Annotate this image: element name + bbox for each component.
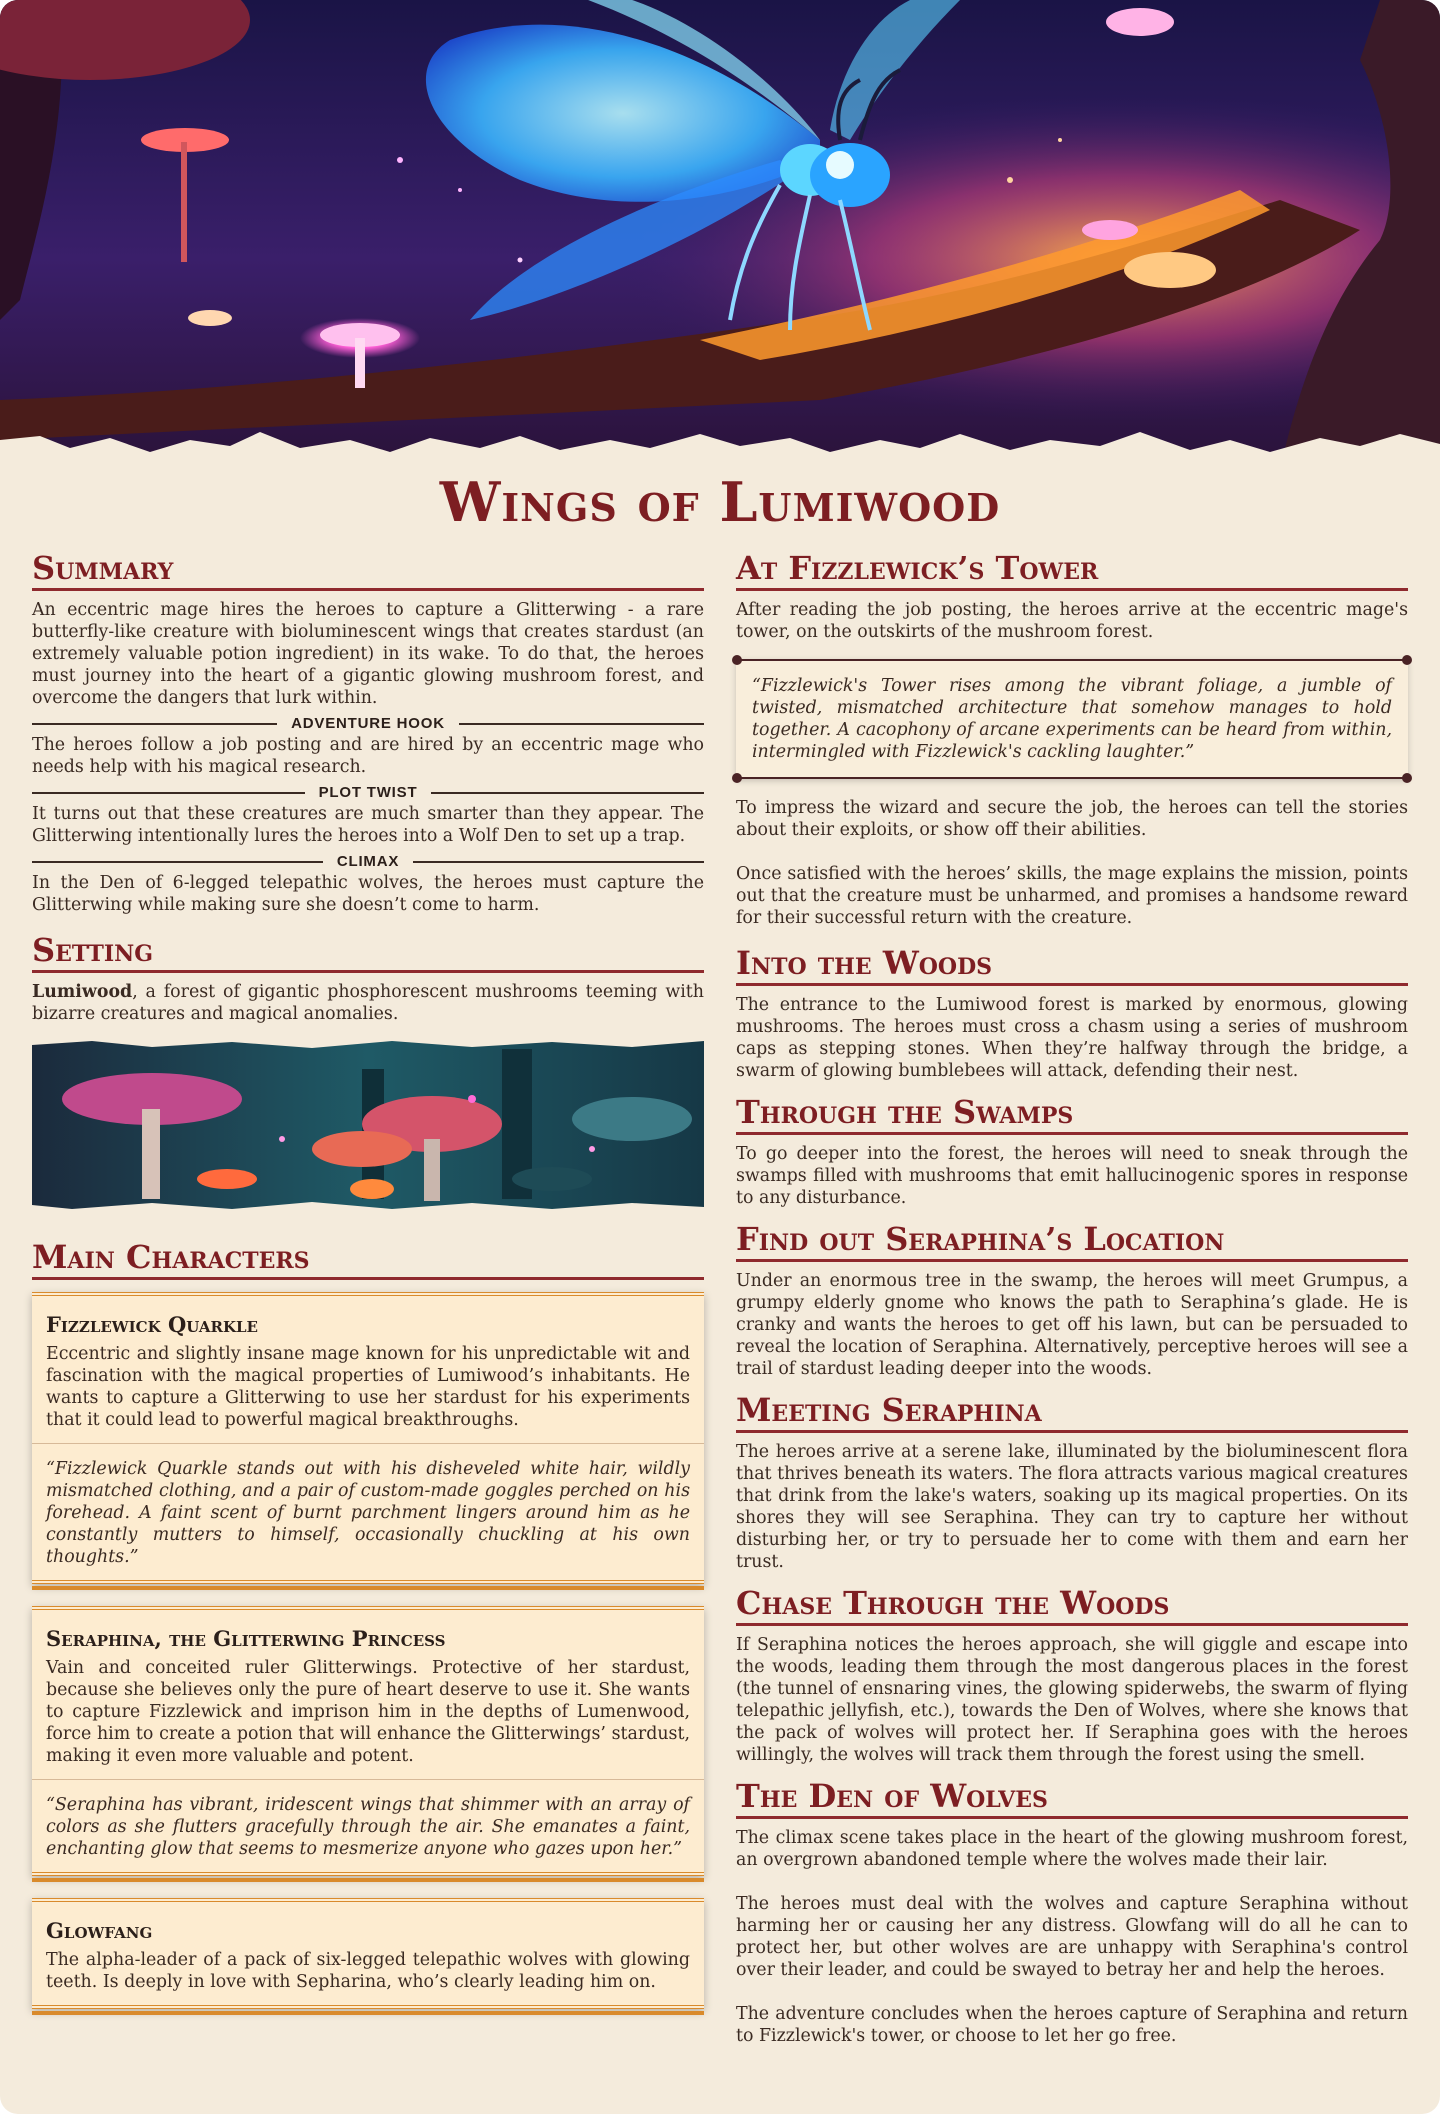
tower-paragraph: Once satisfied with the heroes’ skills, the mage explains the mission, points out that the creature must be unharmed, and promises a handsome reward for their successful return with the creature. <box>736 864 1408 928</box>
hero-illustration <box>0 0 1440 470</box>
location-text: Under an enormous tree in the swamp, the heroes will meet Grumpus, a grumpy elderly gnome who knows the path to Seraphina’s glade. He is cranky and wants the heroes to get off his lawn, but can be persuaded to reveal the location of Seraphina. Alternatively, perceptive heroes will see a trail of stardust leading deeper into the woods. <box>736 1271 1408 1379</box>
character-quote: “Seraphina has vibrant, iridescent wings that shimmer with an array of colors as she flutters gracefully through the air. She emanates a faint, enchanting glow that seems to mesmerize anyone who gazes upon her.” <box>46 1795 690 1859</box>
swamps-heading: Through the Swamps <box>736 1092 1408 1135</box>
corner-dot <box>1402 773 1412 783</box>
corner-dot <box>1402 655 1412 665</box>
summary-text: An eccentric mage hires the heroes to capture a Glitterwing - a rare butterfly-like creature with bioluminescent wings that creates stardust (an extremely valuable potion ingredient) in its wake. To do that, the heroes must journey into the heart of a gigantic glowing mushroom forest, and overcome the dangers that lurk within. <box>32 600 704 708</box>
setting-description: , a forest of gigantic phosphorescent mushrooms teeming with bizarre creatures and magical anomalies. <box>32 982 704 1024</box>
setting-name: Lumiwood <box>32 982 133 1002</box>
tower-read-aloud-box <box>736 659 1408 779</box>
plot-twist-label: PLOT TWIST <box>318 784 418 801</box>
setting-text <box>32 981 704 1025</box>
climax-text: In the Den of 6-legged telepathic wolves, the heroes must capture the Glitterwing while making sure she doesn’t come to harm. <box>32 873 704 915</box>
right-column <box>736 548 1408 2047</box>
plot-twist-text: It turns out that these creatures are much smarter than they appear. The Glitterwing intentionally lures the heroes into a Wolf Den to set up a trap. <box>32 804 704 846</box>
den-paragraph: The heroes must deal with the wolves and capture Seraphina without harming her or causing her any distress. Glowfang will do all he can to protect her, but other wolves are are unhappy with Seraphina's control over their leader, and could be swayed to betray her and help the heroes. <box>736 1894 1408 1980</box>
summary-heading: Summary <box>32 548 704 591</box>
character-description: Eccentric and slightly insane mage known for his unpredictable wit and fascination with the magical properties of Lumiwood’s inhabitants. He wants to capture a Glitterwing to use her stardust for his experiments that it could lead to powerful magical breakthroughs. <box>46 1344 690 1430</box>
corner-dot <box>732 773 742 783</box>
woods-text: The entrance to the Lumiwood forest is marked by enormous, glowing mushrooms. The heroes must cross a chasm using a series of mushroom caps as stepping stones. When they’re halfway through the bridge, a swarm of glowing bumblebees will attack, defending their nest. <box>736 995 1408 1081</box>
plot-twist-divider <box>32 784 704 801</box>
character-description: The alpha-leader of a pack of six-legged telepathic wolves with glowing teeth. Is deeply in love with Sepharina, who’s clearly leading him on. <box>46 1950 690 1992</box>
climax-label: CLIMAX <box>336 853 400 870</box>
glitterwing-artwork <box>0 0 1440 470</box>
chase-heading: Chase Through the Woods <box>736 1583 1408 1626</box>
character-name: Fizzlewick Quarkle <box>46 1312 258 1337</box>
woods-heading: Into the Woods <box>736 943 1408 986</box>
adventure-hook-label: ADVENTURE HOOK <box>291 715 445 732</box>
tower-heading: At Fizzlewick’s Tower <box>736 548 1408 591</box>
mushroom-forest-artwork <box>32 1039 704 1211</box>
meeting-heading: Meeting Seraphina <box>736 1390 1408 1433</box>
den-paragraph: The climax scene takes place in the heart of the glowing mushroom forest, an overgrown abandoned temple where the wolves made their lair. <box>736 1828 1408 1870</box>
character-card-fizzlewick <box>32 1292 704 1584</box>
setting-heading: Setting <box>32 930 704 973</box>
main-characters-heading: Main Characters <box>32 1237 704 1280</box>
tower-intro: After reading the job posting, the heroes arrive at the eccentric mage's tower, on the outskirts of the mushroom forest. <box>736 600 1408 642</box>
character-name: Glowfang <box>46 1918 153 1943</box>
character-card-seraphina <box>32 1606 704 1876</box>
character-quote: “Fizzlewick Quarkle stands out with his disheveled white hair, wildly mismatched clothing, and a pair of custom-made goggles perched on his forehead. A faint scent of burnt parchment lingers around him as he constantly mutters to himself, occasionally chuckling at his own thoughts.” <box>46 1459 690 1567</box>
corner-dot <box>732 655 742 665</box>
tower-quote: “Fizzlewick's Tower rises among the vibrant foliage, a jumble of twisted, mismatched architecture that somehow manages to hold together. A cacophony of arcane experiments can be heard from within, intermingled with Fizzlewick's cackling laughter.” <box>752 676 1392 762</box>
page-title: Wings of Lumiwood <box>439 470 1001 534</box>
left-column <box>32 548 704 2009</box>
swamps-text: To go deeper into the forest, the heroes will need to sneak through the swamps filled with mushrooms that emit hallucinogenic spores in response to any disturbance. <box>736 1144 1408 1208</box>
character-card-glowfang <box>32 1898 704 2009</box>
den-paragraph: The adventure concludes when the heroes capture of Seraphina and return to Fizzlewick's tower, or choose to let her go free. <box>736 2004 1408 2046</box>
character-description: Vain and conceited ruler Glitterwings. Protective of her stardust, because she believes only the pure of heart deserve to use it. She wants to capture Fizzlewick and imprison him in the depths of Lumenwood, force him to create a potion that will enhance the Glitterwings’ stardust, making it even more valuable and potent. <box>46 1658 690 1766</box>
adventure-hook-text: The heroes follow a job posting and are hired by an eccentric mage who needs help with his magical research. <box>32 735 704 777</box>
climax-divider <box>32 853 704 870</box>
chase-text: If Seraphina notices the heroes approach, she will giggle and escape into the woods, leading them through the most dangerous places in the forest (the tunnel of ensnaring vines, the glowing spiderwebs, the swarm of flying telepathic jellyfish, etc.), towards the Den of Wolves, where she knows that the pack of wolves will protect her. If Seraphina goes with the heroes willingly, the wolves will track them through the forest using the smell. <box>736 1635 1408 1765</box>
tower-paragraph: To impress the wizard and secure the job, the heroes can tell the stories about their exploits, or show off their abilities. <box>736 798 1408 840</box>
adventure-hook-divider <box>32 715 704 732</box>
character-name: Seraphina, the Glitterwing Princess <box>46 1626 446 1651</box>
mushroom-forest-image <box>32 1039 704 1211</box>
location-heading: Find out Seraphina’s Location <box>736 1219 1408 1262</box>
meeting-text: The heroes arrive at a serene lake, illuminated by the bioluminescent flora that thrives beneath its waters. The flora attracts various magical creatures that drink from the lake's waters, soaking up its magical properties. On its shores they will see Seraphina. They can try to capture her without disturbing her, or try to persuade her to come with them and earn her trust. <box>736 1442 1408 1572</box>
den-heading: The Den of Wolves <box>736 1776 1408 1819</box>
